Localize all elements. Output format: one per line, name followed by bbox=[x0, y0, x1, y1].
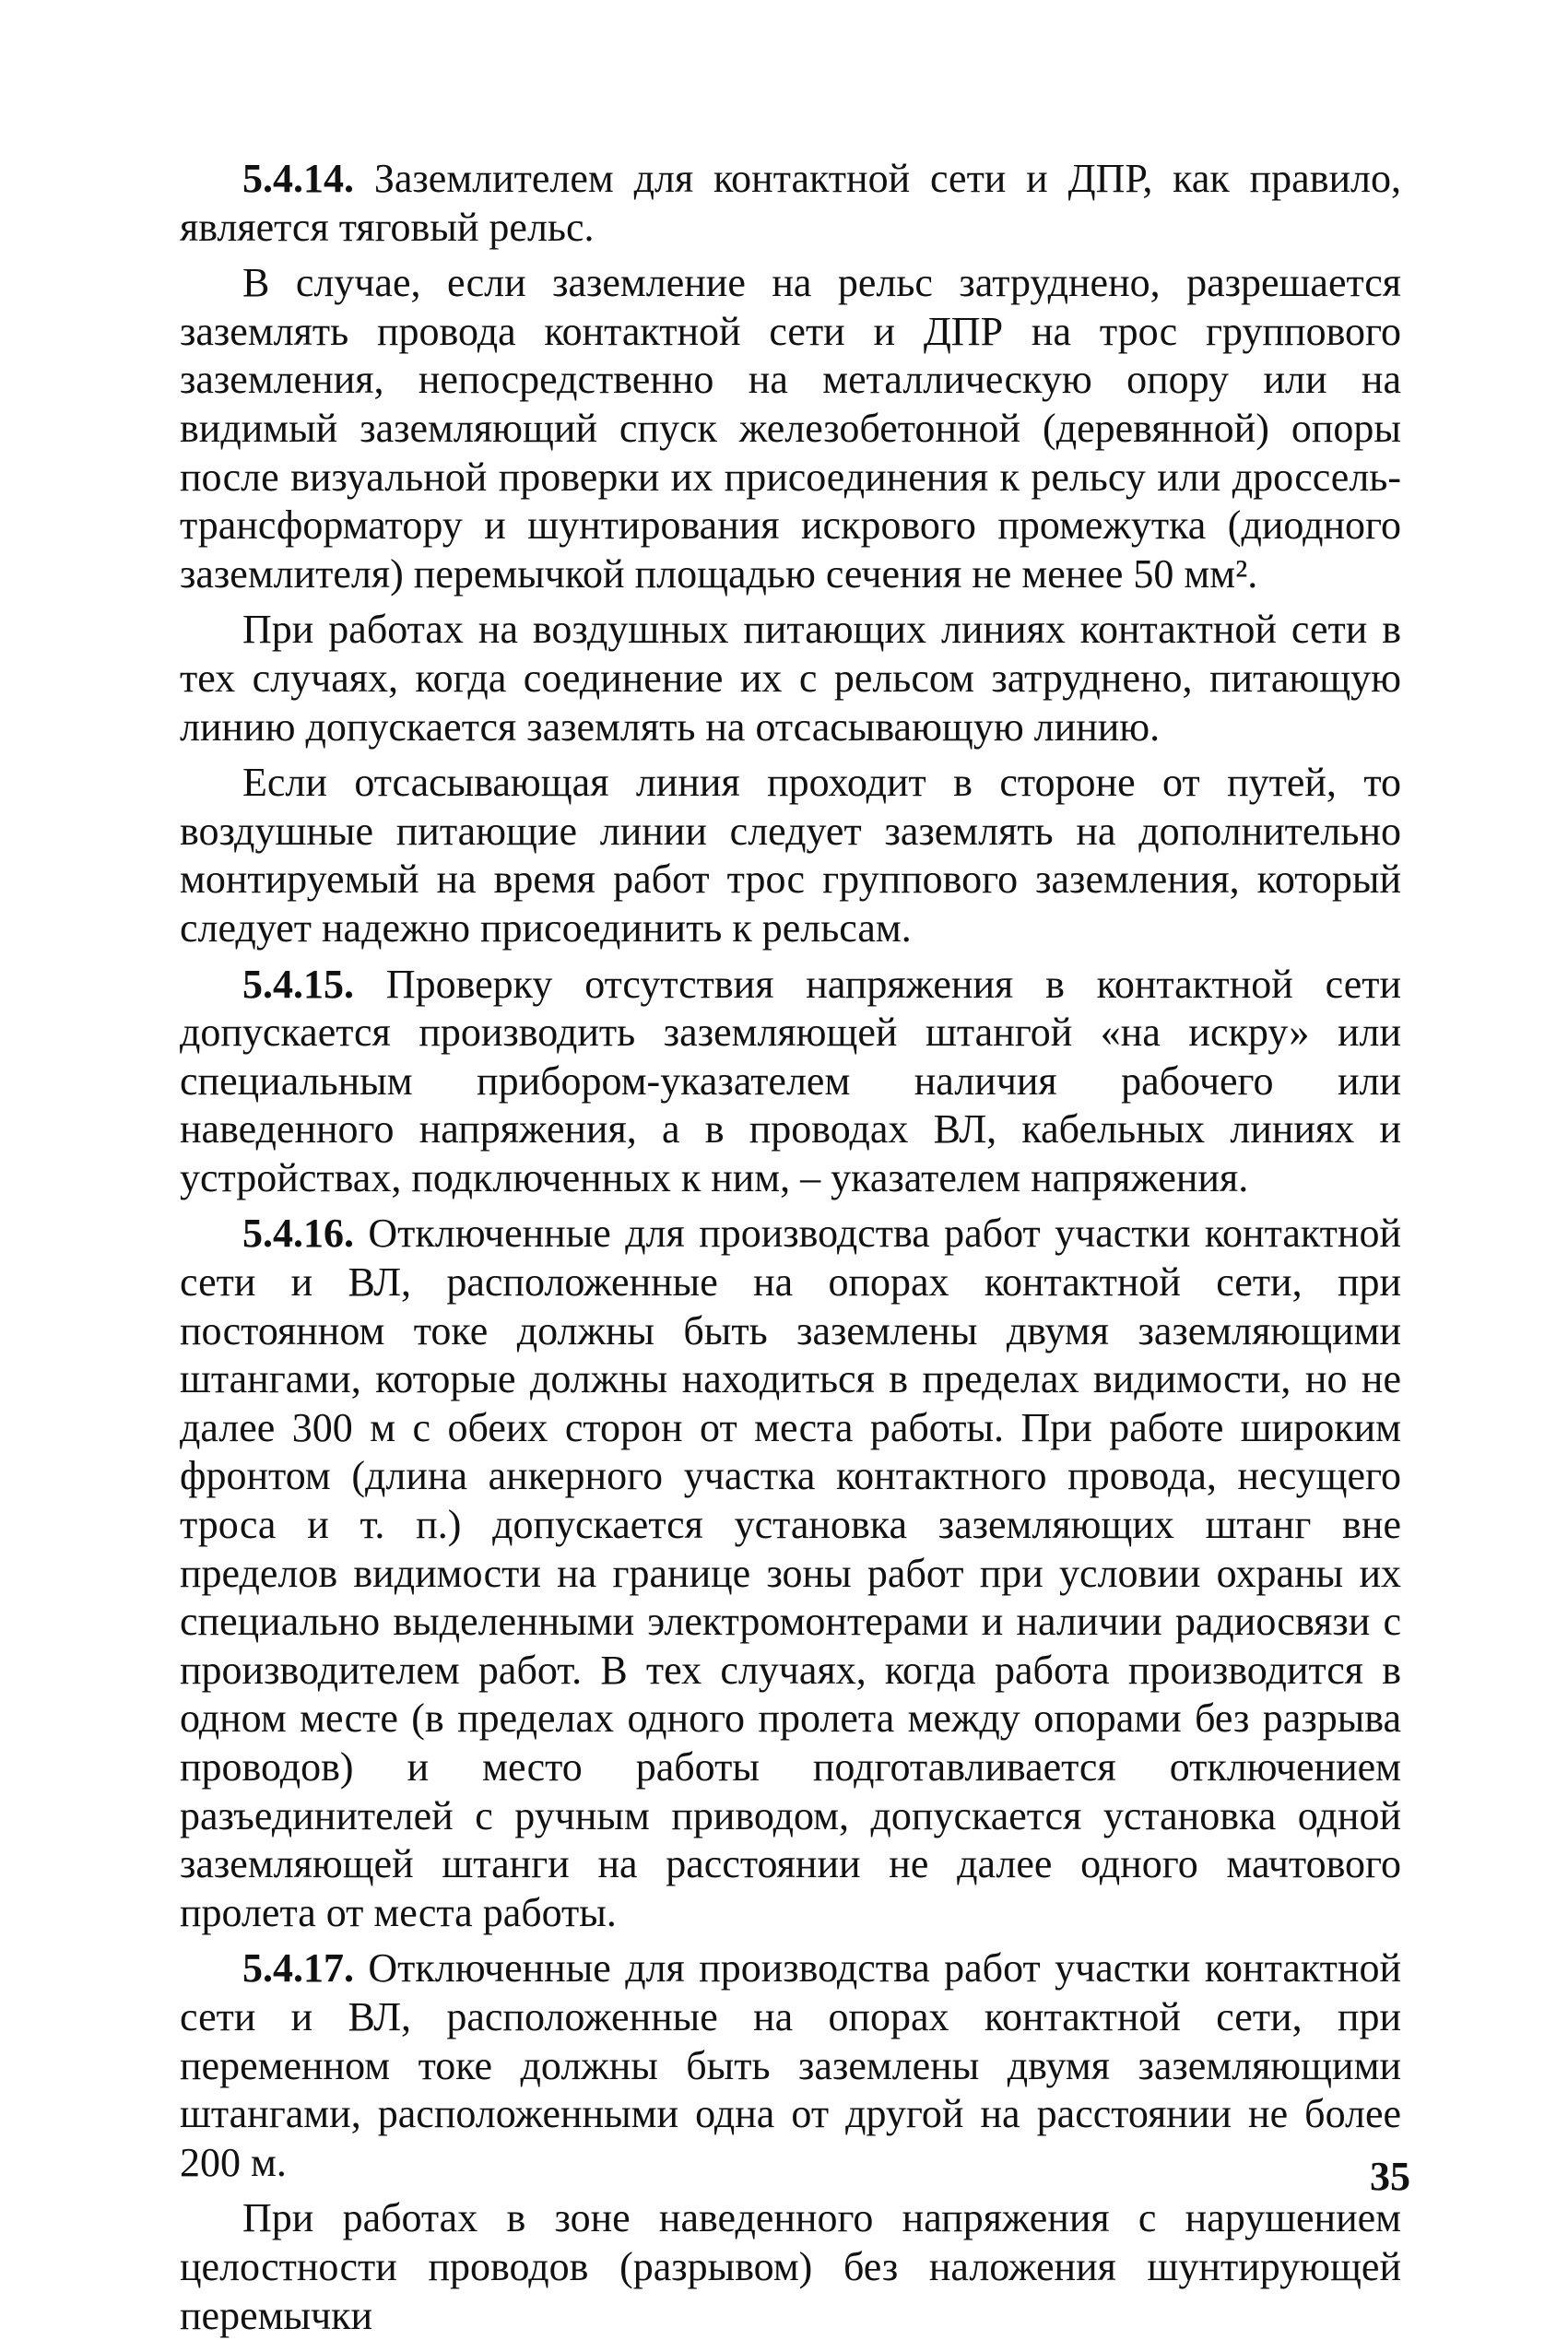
paragraph-text: Проверку отсутствия напряжения в контактной сети допускается производить заземляющей штангой «на искру» или специальным прибором-указателем наличия рабочего или наведенного напряжения, а в проводах ВЛ, кабельных линиях и устройствах, подключенных к ним, – указателем напряжения. bbox=[180, 961, 1401, 1200]
page-number: 35 bbox=[1370, 2154, 1410, 2199]
clause-number: 5.4.15. bbox=[242, 961, 354, 1007]
paragraph-suction-line bbox=[180, 759, 1401, 952]
paragraph-text: Отключенные для производства работ участки контактной сети и ВЛ, расположенные на опорах контактной сети, при постоянном токе должны быть заземлены двумя заземляющими штангами, которые должны находиться в пределах видимости, но не далее 300 м с обеих сторон от места работы. При работе широким фронтом (длина анкерного участка контактного провода, несущего троса и т. п.) допускается установка заземляющих штанг вне пределов видимости на границе зоны работ при условии охраны их специально выделенными электромонтерами и наличии радиосвязи с производителем работ. В тех случаях, когда работа производится в одном месте (в пределах одного пролета между опорами без разрыва проводов) и место работы подготавливается отключением разъединителей с ручным приводом, допускается установка одной заземляющей штанги на расстоянии не далее одного мачтового пролета от места работы. bbox=[180, 1211, 1401, 1935]
document-body bbox=[180, 155, 1401, 2340]
paragraph-5-4-15 bbox=[180, 961, 1401, 1203]
paragraph-text: При работах на воздушных питающих линиях контактной сети в тех случаях, когда соединение их с рельсом затруднено, питающую линию допускается заземлять на отсасывающую линию. bbox=[180, 607, 1401, 750]
paragraph-5-4-14 bbox=[180, 155, 1401, 252]
paragraph-5-4-16 bbox=[180, 1210, 1401, 1937]
clause-number: 5.4.14. bbox=[242, 156, 354, 201]
paragraph-text: Заземлителем для контактной сети и ДПР, как правило, является тяговый рельс. bbox=[180, 156, 1401, 250]
paragraph-text: В случае, если заземление на рельс затруднено, разрешается заземлять провода контактной сети и ДПР на трос группового заземления, непосредственно на металлическую опору или на видимый заземляющий спуск железобетонной (деревянной) опоры после визуальной проверки их присоединения к рельсу или дроссель-трансформатору и шунтирования искрового промежутка (диодного заземлителя) перемычкой площадью сечения не менее 50 мм². bbox=[180, 260, 1401, 597]
paragraph-rail-grounding-difficulty bbox=[180, 259, 1401, 598]
paragraph-induced-voltage bbox=[180, 2194, 1401, 2340]
paragraph-text: Отключенные для производства работ участки контактной сети и ВЛ, расположенные на опорах контактной сети, при переменном токе должны быть заземлены двумя заземляющими штангами, расположенными одна от другой на расстоянии не более 200 м. bbox=[180, 1945, 1401, 2185]
paragraph-text: При работах в зоне наведенного напряжения с нарушением целостности проводов (разрывом) без наложения шунтирующей перемычки bbox=[180, 2195, 1401, 2338]
clause-number: 5.4.17. bbox=[242, 1945, 354, 1991]
paragraph-5-4-17 bbox=[180, 1944, 1401, 2187]
paragraph-feeder-lines bbox=[180, 606, 1401, 751]
paragraph-text: Если отсасывающая линия проходит в стороне от путей, то воздушные питающие линии следует заземлять на дополнительно монтируемый на время работ трос группового заземления, который следует надежно присоединить к рельсам. bbox=[180, 760, 1401, 951]
clause-number: 5.4.16. bbox=[242, 1211, 354, 1257]
